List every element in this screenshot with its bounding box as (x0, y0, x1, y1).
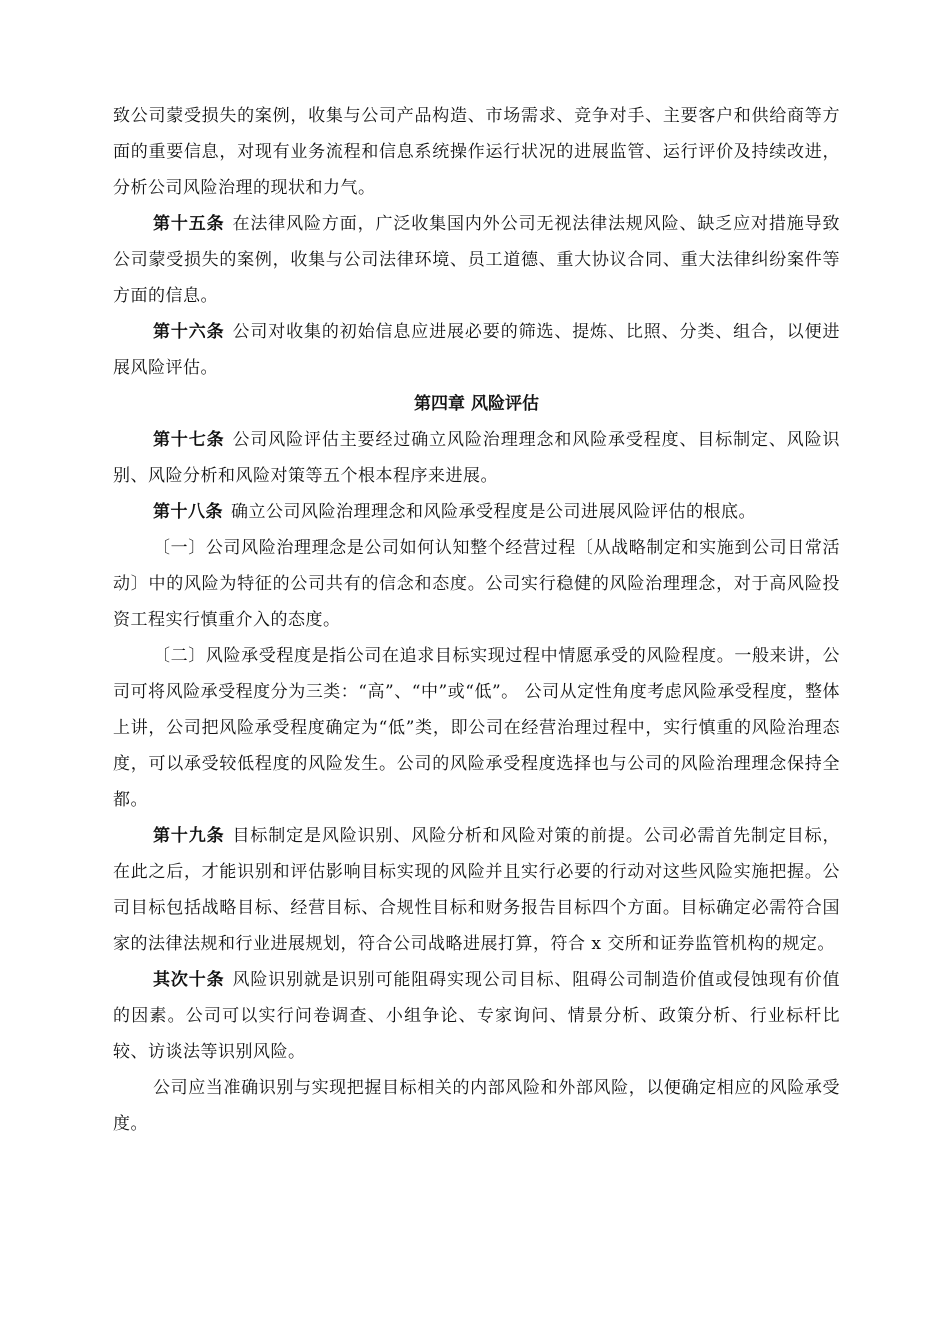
article-text: 确立公司风险治理理念和风险承受程度是公司进展风险评估的根底。 (231, 502, 756, 522)
paragraph-continuation: 致公司蒙受损失的案例，收集与公司产品构造、市场需求、竞争对手、主要客户和供给商等方面的重要信息，对现有业务流程和信息系统操作运行状况的进展监管、运行评价及持续改进，分析公司风险治理的现状和力气。 (113, 106, 840, 198)
article-text: 风险识别就是识别可能阻碍实现公司目标、阻碍公司制造价值或侵蚀现有价值的因素。公司可以实行问卷调查、小组争论、专家询问、情景分析、政策分析、行业标杆比较、访谈法等识别风险。 (113, 970, 841, 1062)
article-label: 第十六条 (153, 322, 225, 342)
article-19 (113, 818, 840, 962)
clause-1: 〔一〕公司风险治理理念是公司如何认知整个经营过程〔从战略制定和实施到公司日常活动〕中的风险为特征的公司共有的信念和态度。公司实行稳健的风险治理理念，对于高风险投资工程实行慎重介入的态度。 (113, 538, 840, 630)
article-label: 其次十条 (153, 970, 225, 990)
paragraph-final: 公司应当准确识别与实现把握目标相关的内部风险和外部风险，以便确定相应的风险承受度。 (113, 1078, 840, 1134)
article-label: 第十七条 (153, 430, 225, 450)
article-label: 第十八条 (153, 502, 223, 522)
article-label: 第十九条 (153, 826, 225, 846)
chapter-title: 第四章 风险评估 (414, 394, 539, 414)
article-text: 公司对收集的初始信息应进展必要的筛选、提炼、比照、分类、组合，以便进展风险评估。 (113, 322, 841, 378)
article-17 (113, 422, 840, 494)
article-15 (113, 206, 840, 314)
document-page (113, 98, 840, 1142)
article-label: 第十五条 (153, 214, 225, 234)
article-text: 公司风险评估主要经过确立风险治理理念和风险承受程度、目标制定、风险识别、风险分析和风险对策等五个根本程序来进展。 (113, 430, 841, 486)
clause-2: 〔二〕风险承受程度是指公司在追求目标实现过程中情愿承受的风险程度。一般来讲，公司可将风险承受程度分为三类：“高”、“中”或“低”。 公司从定性角度考虑风险承受程度，整体上讲，公司把风险承受程度确定为“低”类，即公司在经营治理过程中，实行慎重的风险治理态度，可以承受较低程度的风险发生。公司的风险承受程度选择也与公司的风险治理理念保持全都。 (113, 646, 840, 810)
article-text: 在法律风险方面，广泛收集国内外公司无视法律法规风险、缺乏应对措施导致公司蒙受损失的案例，收集与公司法律环境、员工道德、重大协议合同、重大法律纠纷案件等方面的信息。 (113, 214, 841, 306)
article-18 (113, 494, 840, 530)
article-20 (113, 962, 840, 1070)
article-16 (113, 314, 840, 386)
article-text: 目标制定是风险识别、风险分析和风险对策的前提。公司必需首先制定目标，在此之后，才能识别和评估影响目标实现的风险并且实行必要的行动对这些风险实施把握。公司目标包括战略目标、经营目标、合规性目标和财务报告目标四个方面。目标确定必需符合国家的法律法规和行业进展规划，符合公司战略进展打算，符合 x 交所和证券监管机构的规定。 (113, 826, 841, 954)
